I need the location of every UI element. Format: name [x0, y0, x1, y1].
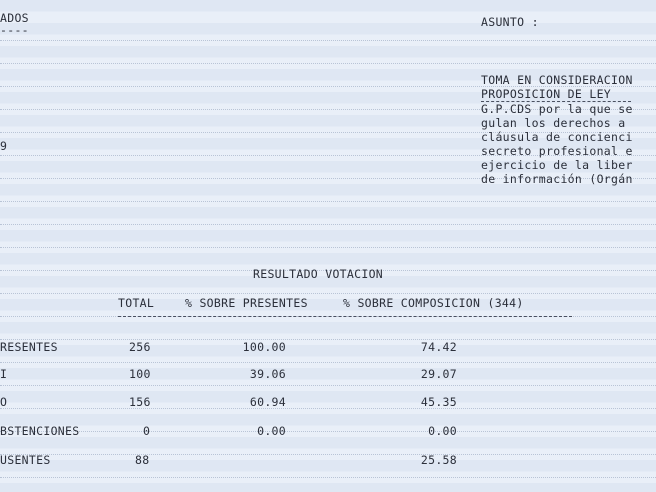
- row-pct-composicion: 74.42: [420, 340, 457, 354]
- paper-rule: [0, 454, 656, 455]
- paper-rule: [0, 362, 656, 363]
- row-pct-composicion: 25.58: [420, 453, 457, 467]
- row-label: BSTENCIONES: [0, 424, 80, 438]
- subject-line: de información (Orgán: [481, 172, 633, 186]
- paper-rule: [0, 431, 656, 432]
- paper-rule: [0, 224, 656, 225]
- row-total: 256: [129, 340, 151, 354]
- paper-rule: [0, 408, 656, 409]
- results-title: RESULTADO VOTACION: [253, 267, 384, 281]
- row-total: 0: [143, 424, 151, 438]
- paper-rule: [0, 293, 656, 294]
- header-dash-line: [118, 316, 572, 317]
- row-pct-presentes: 0.00: [257, 424, 286, 438]
- col-header-total: TOTAL: [118, 296, 155, 310]
- col-header-composicion: % SOBRE COMPOSICION (344): [343, 296, 524, 310]
- row-total: 100: [129, 367, 151, 381]
- subject-line: TOMA EN CONSIDERACION: [481, 73, 633, 87]
- paper-rule: [0, 63, 656, 64]
- paper-rule: [0, 247, 656, 248]
- row-pct-presentes: 60.94: [249, 395, 286, 409]
- row-label: RESENTES: [0, 340, 58, 354]
- stray-digit: 9: [0, 139, 8, 153]
- header-left-label: ADOS: [0, 11, 29, 25]
- asunto-label: ASUNTO :: [481, 15, 539, 29]
- subject-line: PROPOSICION DE LEY: [481, 87, 612, 101]
- row-pct-composicion: 0.00: [428, 424, 457, 438]
- subject-line: ejercicio de la liber: [481, 158, 633, 172]
- col-header-presentes: % SOBRE PRESENTES: [185, 296, 308, 310]
- row-pct-presentes: 39.06: [249, 367, 286, 381]
- paper-rule: [0, 40, 656, 41]
- paper-rule: [0, 385, 656, 386]
- subject-line: G.P.CDS por la que se: [481, 102, 633, 116]
- row-label: I: [0, 367, 8, 381]
- row-label: O: [0, 395, 8, 409]
- row-label: USENTES: [0, 453, 51, 467]
- row-pct-composicion: 29.07: [420, 367, 457, 381]
- paper-rule: [0, 339, 656, 340]
- subject-line: gulan los derechos a: [481, 116, 626, 130]
- subject-line: secreto profesional e: [481, 144, 633, 158]
- row-pct-composicion: 45.35: [420, 395, 457, 409]
- row-pct-presentes: 100.00: [242, 340, 286, 354]
- paper-rule: [0, 477, 656, 478]
- row-total: 88: [135, 453, 150, 467]
- row-total: 156: [129, 395, 151, 409]
- subject-line: cláusula de concienci: [481, 130, 633, 144]
- header-left-underline: ----: [0, 23, 29, 37]
- paper-rule: [0, 201, 656, 202]
